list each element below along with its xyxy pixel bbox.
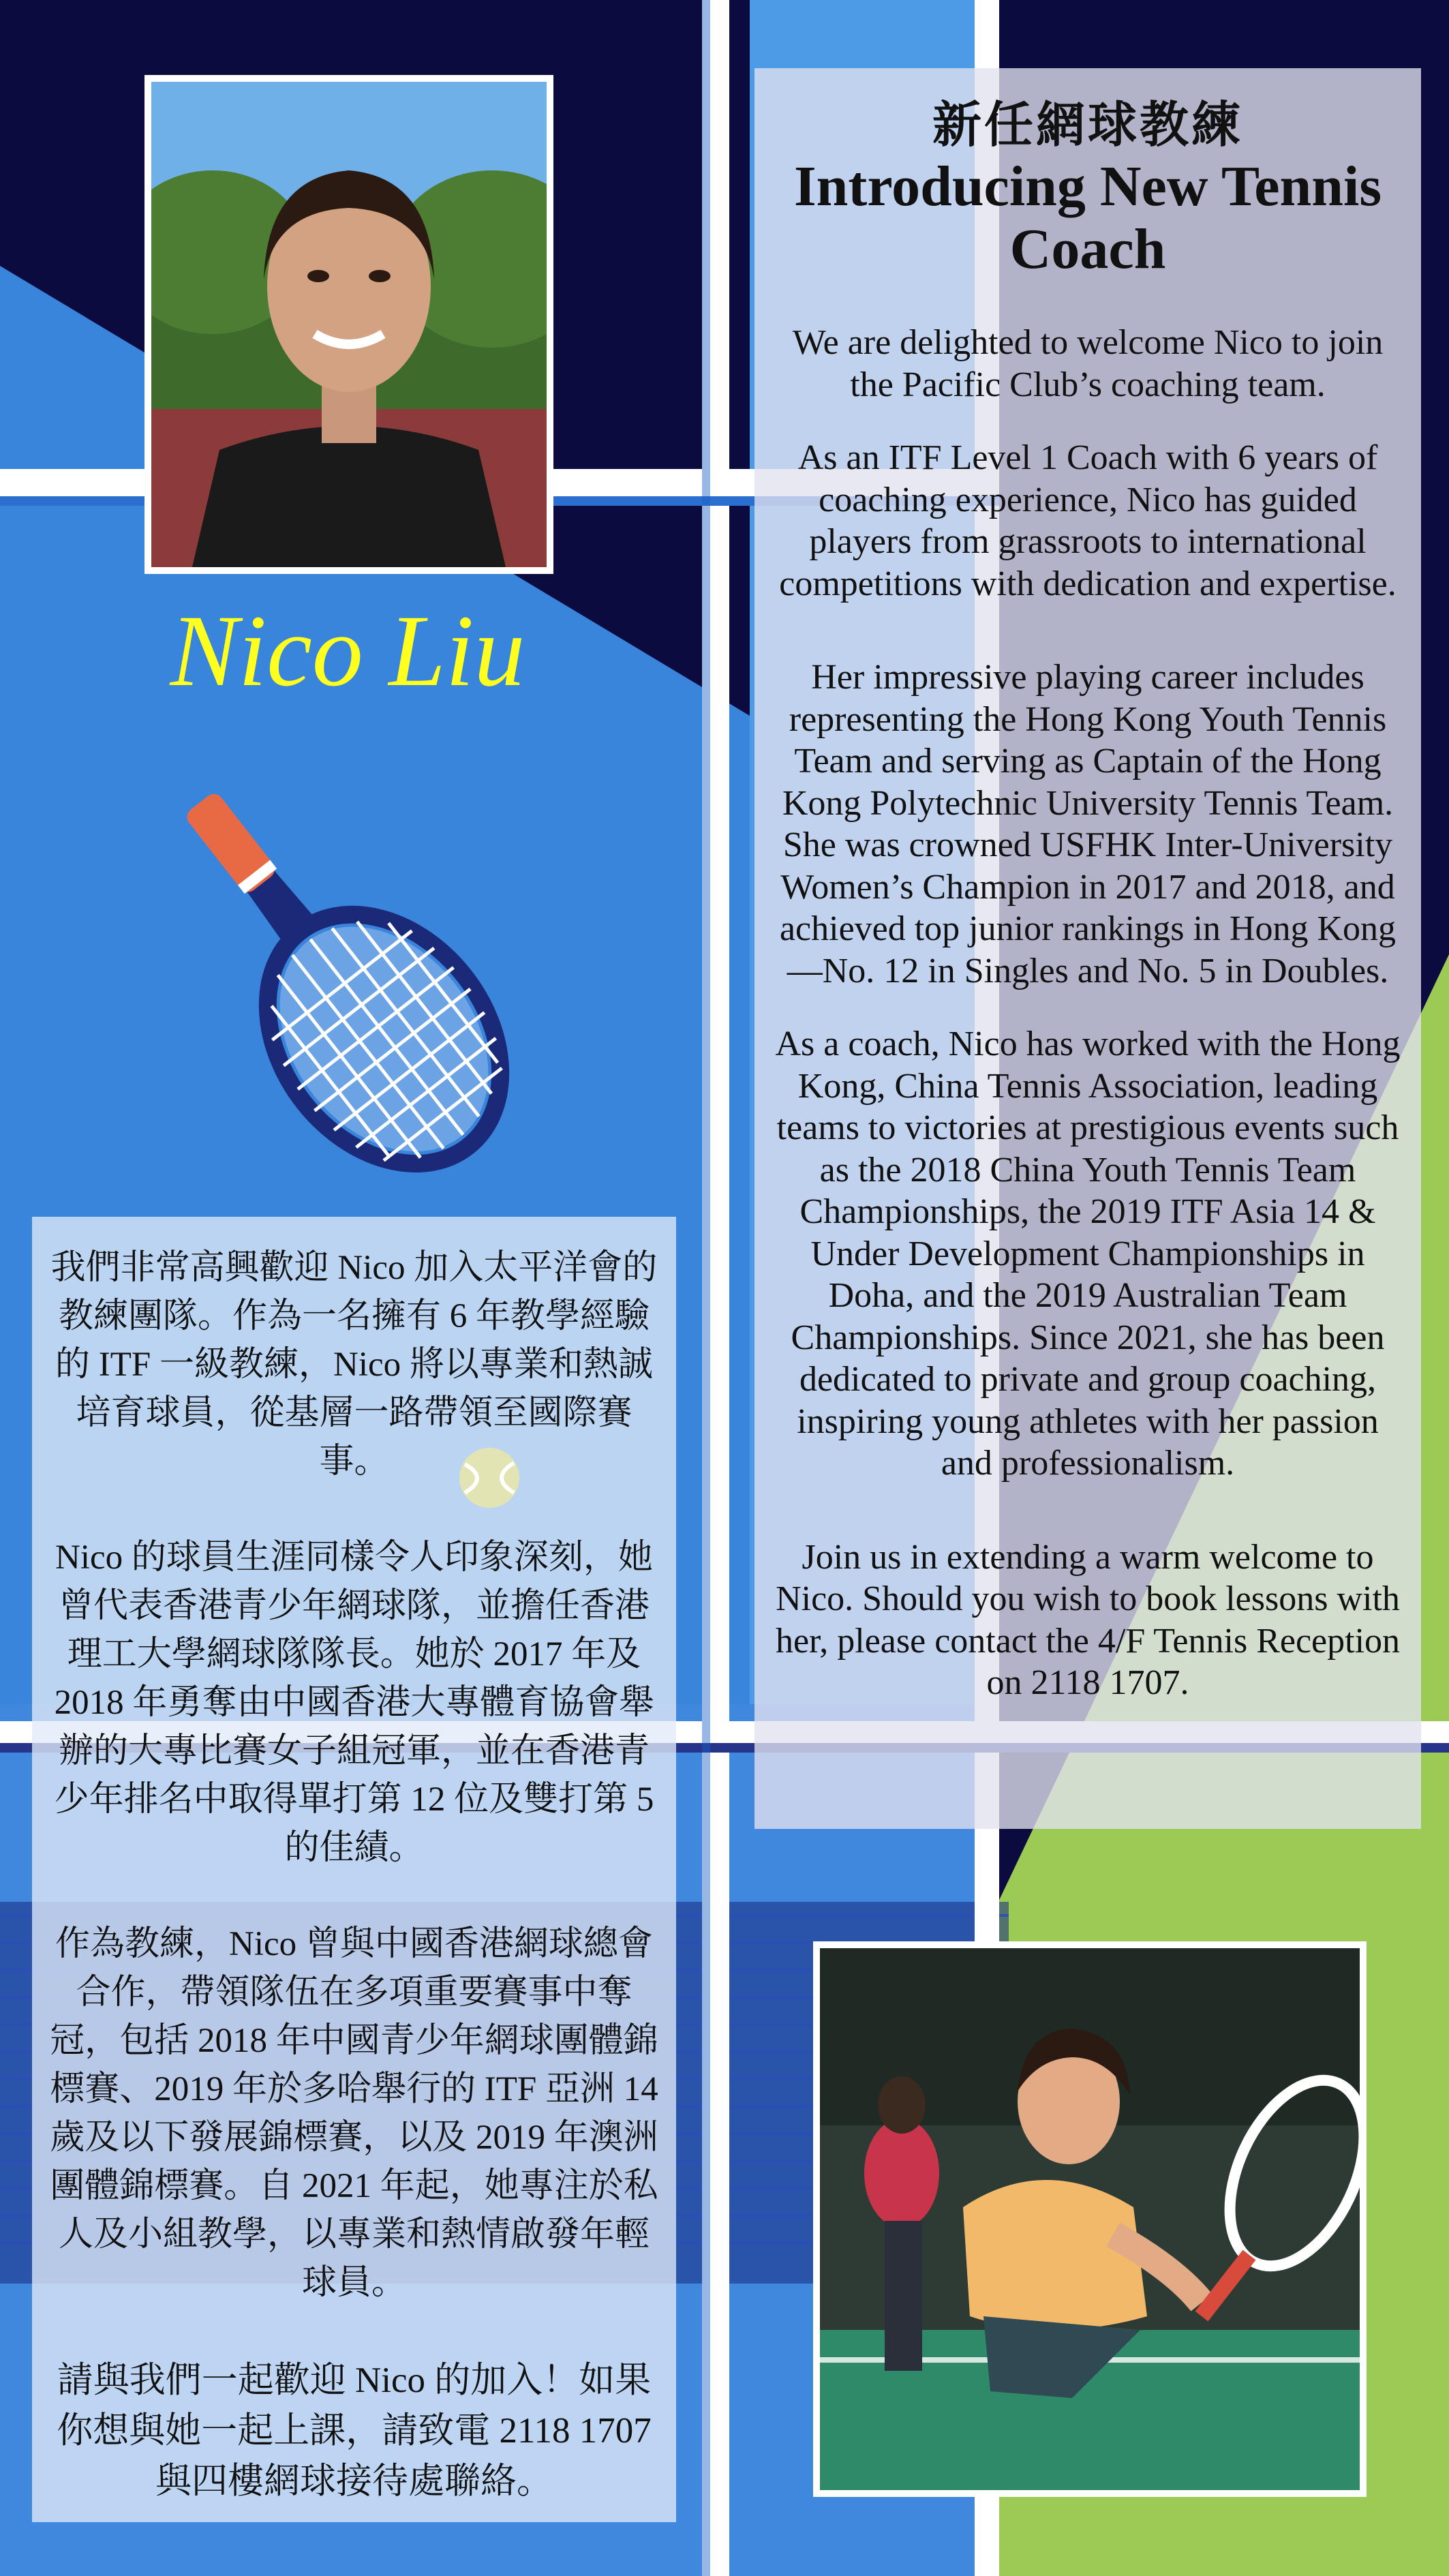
- english-announcement-panel: [754, 68, 1421, 1829]
- title-english: Introducing New Tennis Coach: [793, 155, 1382, 281]
- english-paragraph-4: As a coach, Nico has worked with the Hong Kong, China Tennis Association, leading teams to victories at prestigious events such as the 2018 China Youth Tennis Team Championships, the 2019 ITF Asia 14 & Under Development Championships in Doha, and the 2019 Australian Team Championships. Since 2021, she has been dedicated to private and group coaching, inspiring young athletes with her passion and professionalism.: [775, 1025, 1401, 1483]
- coach-action-photo: [813, 1941, 1367, 2497]
- chinese-announcement-panel: [32, 1217, 676, 2522]
- chinese-paragraph-1: 我們非常高興歡迎 Nico 加入太平洋會的教練團隊。作為一名擁有 6 年教學經驗的 ITF 一級教練，Nico 將以專業和熱誠培育球員，從基層一路帶領至國際賽事。: [50, 1249, 658, 1481]
- tennis-ball-icon: [455, 1444, 523, 1512]
- chinese-paragraph-2: Nico 的球員生涯同樣令人印象深刻，她曾代表香港青少年網球隊，並擔任香港理工大學網球隊隊長。她於 2017 年及 2018 年勇奪由中國香港大專體育協會舉辦的大專比賽女子組冠軍，並在香港青少年排名中取得單打第 12 位及雙打第 5 的佳績。: [54, 1539, 654, 1867]
- tennis-racket-icon: [116, 777, 538, 1200]
- english-paragraph-2: As an ITF Level 1 Coach with 6 years of coaching experience, Nico has guided players from grassroots to international competitions with dedication and expertise.: [779, 438, 1397, 603]
- english-paragraph-1: We are delighted to welcome Nico to join the Pacific Club’s coaching team.: [792, 323, 1384, 404]
- title-chinese: 新任網球教練: [932, 98, 1243, 153]
- english-paragraph-5: Join us in extending a warm welcome to Nico. Should you wish to book lessons with her, please contact the 4/F Tennis Reception on 2118 1707.: [775, 1537, 1401, 1702]
- chinese-paragraph-3: 作為教練，Nico 曾與中國香港網球總會合作，帶領隊伍在多項重要賽事中奪冠，包括 2018 年中國青少年網球團體錦標賽、2019 年於多哈舉行的 ITF 亞洲 14 歲及以下發展錦標賽，以及 2019 年澳洲團體錦標賽。自 2021 年起，她專注於私人及小組教學，以專業和熱情啟發年輕球員。: [50, 1925, 658, 2302]
- coach-portrait-photo: [144, 75, 553, 574]
- english-paragraph-3: Her impressive playing career includes representing the Hong Kong Youth Tennis Team and serving as Captain of the Hong Kong Polytechnic University Tennis Team. She was crowned USFHK Inter-University Women’s Champion in 2017 and 2018, and achieved top junior rankings in Hong Kong—No. 12 in Singles and No. 5 in Doubles.: [779, 658, 1397, 990]
- coach-name: Nico Liu: [170, 594, 525, 708]
- chinese-paragraph-4: 請與我們一起歡迎 Nico 的加入！如果你想與她一起上課，請致電 2118 1707 與四樓網球接待處聯絡。: [57, 2361, 652, 2501]
